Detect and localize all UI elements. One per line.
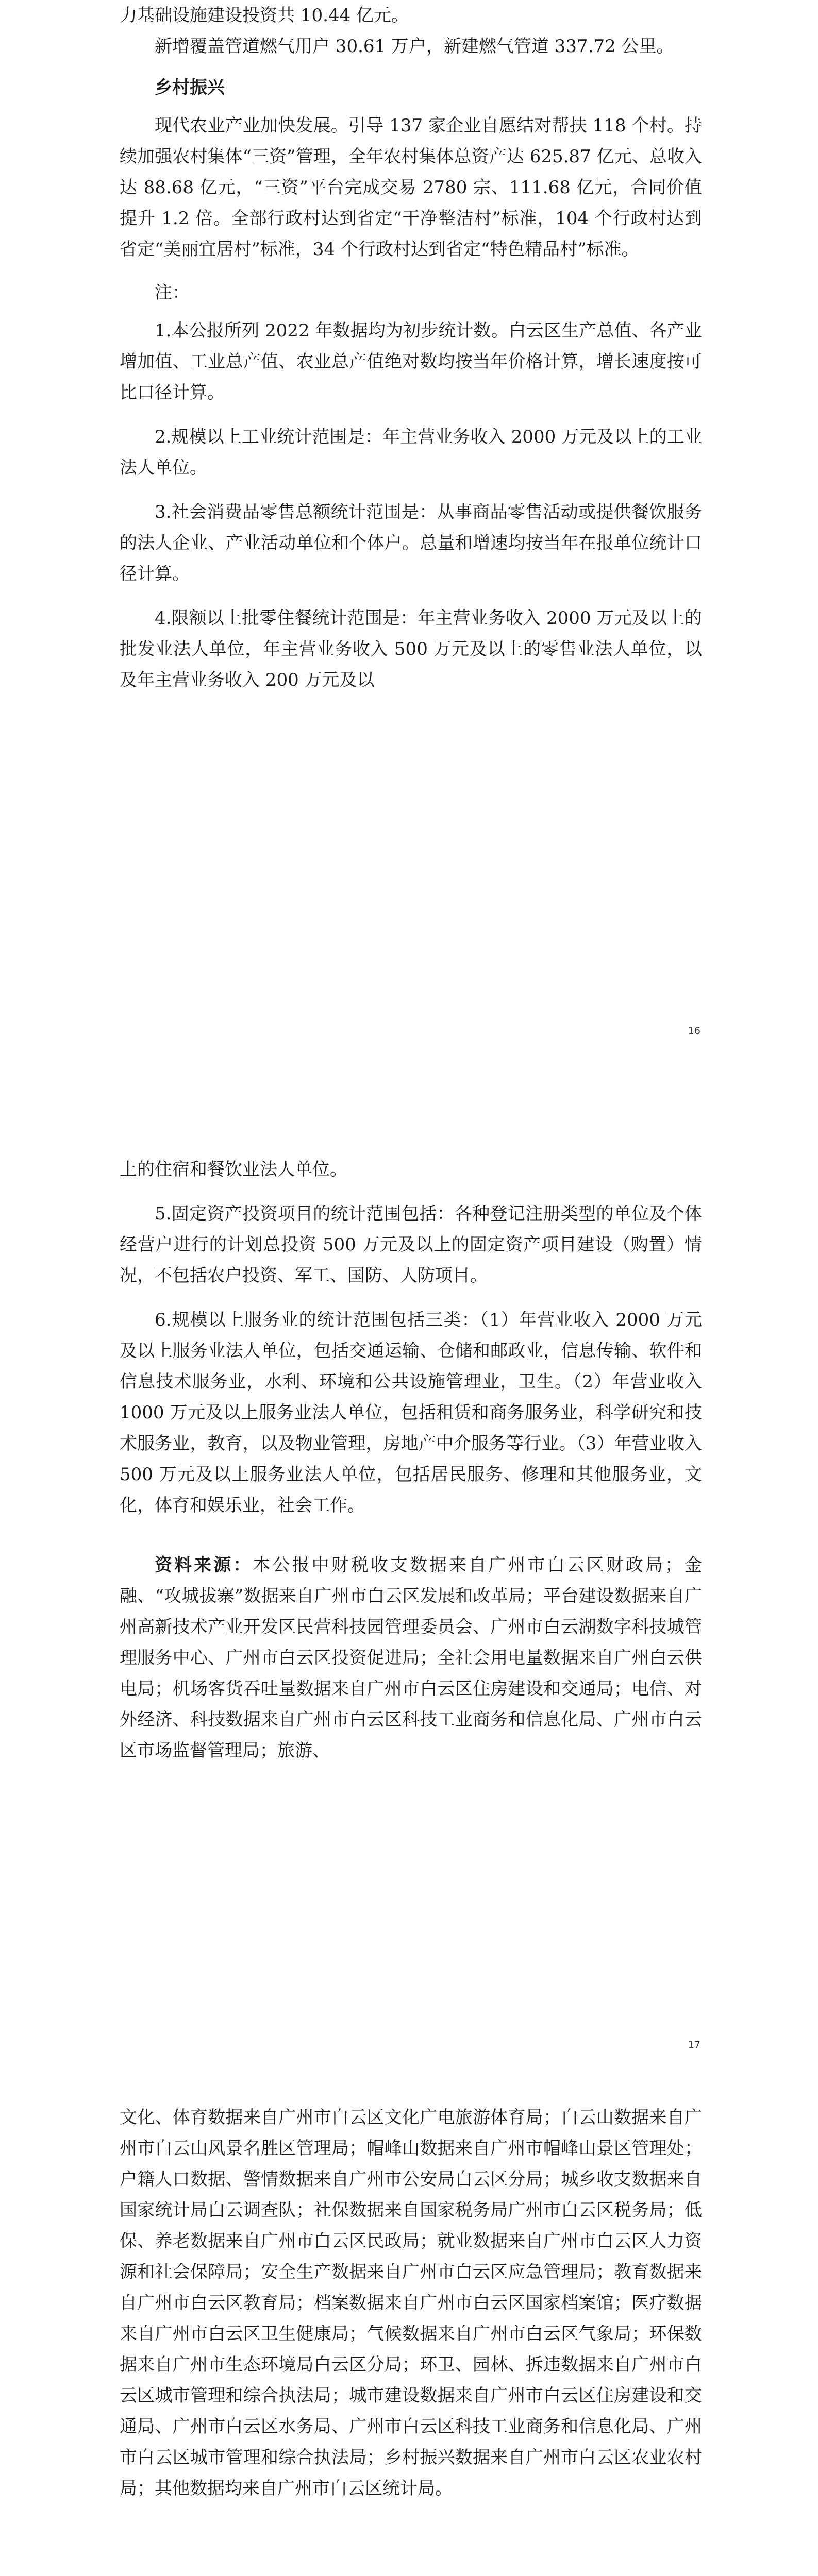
note-5: 5.固定资产投资项目的统计范围包括：各种登记注册类型的单位及个体经营户进行的计划总投资 500 万元及以上的固定资产项目建设（购置）情况，不包括农户投资、军工、国防、人防项目。 <box>120 1204 702 1286</box>
page-content <box>120 0 702 696</box>
page-number: 16 <box>688 1025 700 1037</box>
notes-heading: 注： <box>155 282 190 303</box>
page-content <box>120 1154 702 1766</box>
page-content <box>120 2102 702 2504</box>
data-sources-continued: 文化、体育数据来自广州市白云区文化广电旅游体育局；白云山数据来自广州市白云山风景名胜区管理局；帽峰山数据来自广州市帽峰山景区管理处；户籍人口数据、警情数据来自广州市公安局白云区分局；城乡收支数据来自国家统计局白云调查队；社保数据来自国家税务局广州市白云区税务局；低保、养老数据来自广州市白云区民政局；就业数据来自广州市白云区人力资源和社会保障局；安全生产数据来自广州市白云区应急管理局；教育数据来自广州市白云区教育局；档案数据来自广州市白云区国家档案馆；医疗数据来自广州市白云区卫生健康局；气候数据来自广州市白云区气象局；环保数据来自广州市生态环境局白云区分局；环卫、园林、拆违数据来自广州市白云区城市管理和综合执法局；城市建设数据来自广州市白云区住房建设和交通局、广州市白云区水务局、广州市白云区科技工业商务和信息化局、广州市白云区城市管理和综合执法局；乡村振兴数据来自广州市白云区农业农村局；其他数据均来自广州市白云区统计局。 <box>120 2107 702 2499</box>
data-sources-label: 资料来源： <box>155 1555 253 1575</box>
page-17 <box>0 1096 818 2081</box>
page-18 <box>0 2081 818 2576</box>
note-2: 2.规模以上工业统计范围是：年主营业务收入 2000 万元及以上的工业法人单位。 <box>120 427 702 478</box>
paragraph-infrastructure-continued: 力基础设施建设投资共 10.44 亿元。 <box>120 5 409 26</box>
note-1: 1.本公报所列 2022 年数据均为初步统计数。白云区生产总值、各产业增加值、工业总产值、农业总产值绝对数均按当年价格计算，增长速度按可比口径计算。 <box>120 320 702 403</box>
note-3: 3.社会消费品零售总额统计范围是：从事商品零售活动或提供餐饮服务的法人企业、产业活动单位和个体户。总量和增速均按当年在报单位统计口径计算。 <box>120 502 702 584</box>
note-4-continued: 上的住宿和餐饮业法人单位。 <box>120 1159 347 1180</box>
paragraph-rural-revitalization: 现代农业产业加快发展。引导 137 家企业自愿结对帮扶 118 个村。持续加强农村集体“三资”管理，全年农村集体总资产达 625.87 亿元、总收入达 88.68 亿元，“三资”平台完成交易 2780 宗、111.68 亿元，合同价值提升 1.2 倍。全部行政村达到省定“干净整洁村”标准，104 个行政村达到省定“美丽宜居村”标准，34 个行政村达到省定“特色精品村”标准。 <box>120 115 702 260</box>
page-number: 17 <box>688 2039 700 2050</box>
page-16 <box>0 0 818 1096</box>
note-4: 4.限额以上批零住餐统计范围是：年主营业务收入 2000 万元及以上的批发业法人单位，年主营业务收入 500 万元及以上的零售业法人单位，以及年主营业务收入 200 万元及以 <box>120 608 702 690</box>
data-sources-paragraph <box>120 1550 702 1766</box>
paragraph-gas: 新增覆盖管道燃气用户 30.61 万户，新建燃气管道 337.72 公里。 <box>155 36 674 57</box>
note-6: 6.规模以上服务业的统计范围包括三类：（1）年营业收入 2000 万元及以上服务业法人单位，包括交通运输、仓储和邮政业，信息传输、软件和信息技术服务业，水利、环境和公共设施管理业，卫生。（2）年营业收入 1000 万元及以上服务业法人单位，包括租赁和商务服务业，科学研究和技术服务业，教育，以及物业管理，房地产中介服务等行业。（3）年营业收入 500 万元及以上服务业法人单位，包括居民服务、修理和其他服务业，文化，体育和娱乐业，社会工作。 <box>120 1310 702 1516</box>
data-sources-text: 本公报中财税收支数据来自广州市白云区财政局；金融、“攻城拔寨”数据来自广州市白云区发展和改革局；平台建设数据来自广州高新技术产业开发区民营科技园管理委员会、广州市白云湖数字科技城管理服务中心、广州市白云区投资促进局；全社会用电量数据来自广州白云供电局；机场客货吞吐量数据来自广州市白云区住房建设和交通局；电信、对外经济、科技数据来自广州市白云区科技工业商务和信息化局、广州市白云区市场监督管理局；旅游、 <box>120 1555 703 1761</box>
section-heading-rural-revitalization: 乡村振兴 <box>155 77 225 98</box>
